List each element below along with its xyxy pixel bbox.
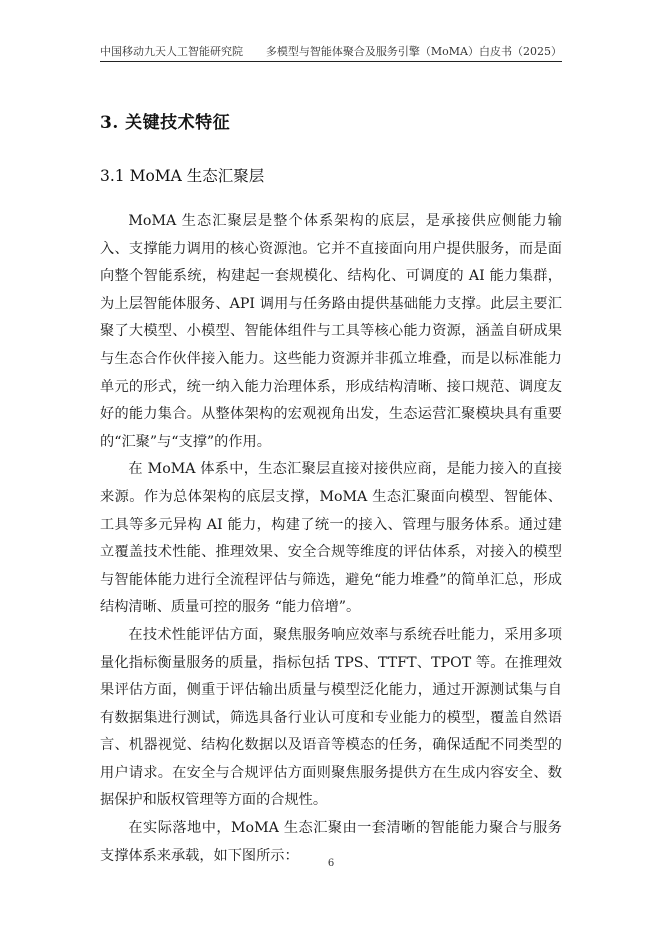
page-number: 6 [327,858,335,869]
section-heading: 3. 关键技术特征 [100,113,231,133]
paragraph: 在技术性能评估方面，聚焦服务响应效率与系统吞吐能力，采用多项量化指标衡量服务的质量，指标包括 TPS、TTFT、TPOT 等。在推理效果评估方面，侧重于评估输出质量与模型泛化能力，通过开源测试集与自有数据集进行测试，筛选具备行业认可度和专业能力的模型，覆盖自然语言、机器视觉、结构化数据以及语音等模态的任务，确保适配不同类型的用户请求。在安全与合规评估方面则聚焦服务提供方在生成内容安全、数据保护和版权管理等方面的合规性。 [100,626,562,809]
body-text [100,208,562,870]
paragraph: MoMA 生态汇聚层是整个体系架构的底层，是承接供应侧能力输入、支撑能力调用的核心资源池。它并不直接面向用户提供服务，而是面向整个智能系统，构建起一套规模化、结构化、可调度的 AI 能力集群，为上层智能体服务、API 调用与任务路由提供基础能力支撑。此层主要汇聚了大模型、小模型、智能体组件与工具等核心能力资源，涵盖自研成果与生态合作伙伴接入能力。这些能力资源并非孤立堆叠，而是以标准能力单元的形式，统一纳入能力治理体系，形成结构清晰、接口规范、调度友好的能力集合。从整体架构的宏观视角出发，生态运营汇聚模块具有重要的“汇聚”与“支撑”的作用。 [100,213,562,450]
header-organization: 中国移动九天人工智能研究院 [100,45,243,58]
subsection-heading: 3.1 MoMA 生态汇聚层 [100,167,265,185]
paragraph: 在实际落地中，MoMA 生态汇聚由一套清晰的智能能力聚合与服务支撑体系来承载，如下图所示： [100,820,562,864]
paragraph: 在 MoMA 体系中，生态汇聚层直接对接供应商，是能力接入的直接来源。作为总体架构的底层支撑，MoMA 生态汇聚面向模型、智能体、工具等多元异构 AI 能力，构建了统一的接入、管理与服务体系。通过建立覆盖技术性能、推理效果、安全合规等维度的评估体系，对接入的模型与智能体能力进行全流程评估与筛选，避免“能力堆叠”的简单汇总，形成结构清晰、质量可控的服务 “能力倍增”。 [100,461,562,616]
header-document-title: 多模型与智能体聚合及服务引擎（MoMA）白皮书（2025） [265,45,562,58]
running-header [100,43,562,62]
